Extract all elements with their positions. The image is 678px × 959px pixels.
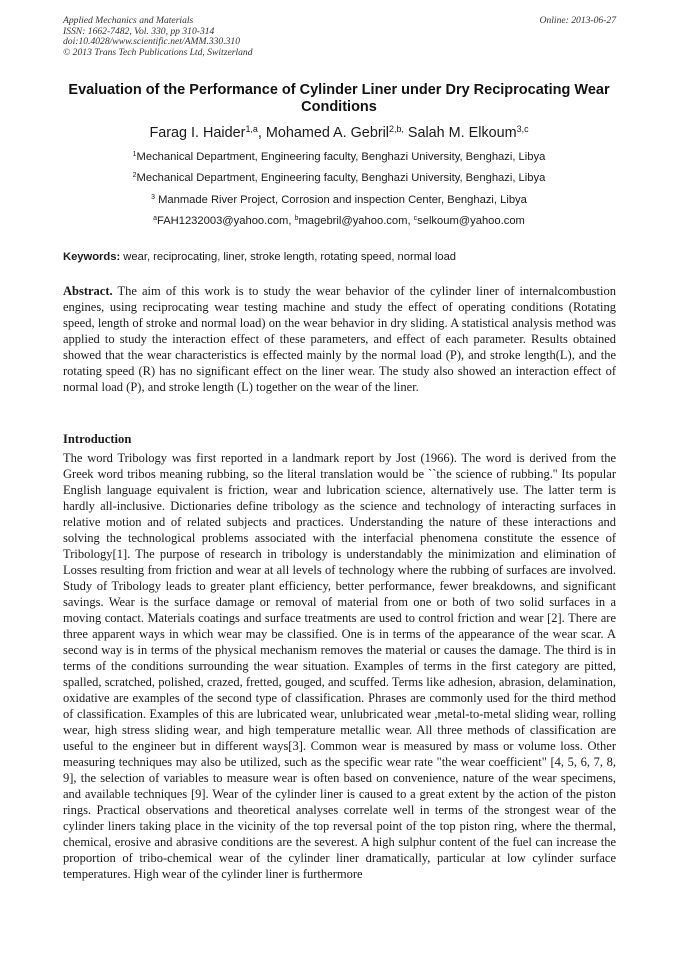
email-superscript: b: [294, 215, 299, 223]
affiliation-2: [40, 171, 638, 185]
affiliation-text: Manmade River Project, Corrosion and inspection Center, Benghazi, Libya: [154, 194, 527, 206]
affiliation-1: [40, 150, 638, 164]
affiliation-superscript: 1: [132, 151, 137, 159]
email-line: [40, 214, 638, 228]
affiliation-text: Mechanical Department, Engineering faculty, Benghazi University, Benghazi, Libya: [136, 151, 546, 163]
author-superscript: 2,b,: [389, 124, 404, 135]
email-address: FAH1232003@yahoo.com,: [156, 215, 295, 227]
abstract: [63, 283, 616, 395]
keywords-text: wear, reciprocating, liner, stroke length, rotating speed, normal load: [120, 251, 457, 263]
author-name: Farag I. Haider: [149, 125, 246, 141]
author-name: Salah M. Elkoum: [407, 125, 517, 141]
online-date: Online: 2013-06-27: [539, 15, 616, 26]
issn-line: ISSN: 1662-7482, Vol. 330, pp 310-314: [63, 25, 215, 37]
journal-name: Applied Mechanics and Materials: [63, 15, 194, 26]
abstract-text: The aim of this work is to study the wear behavior of the cylinder liner of internalcombustion engines, using reciprocating wear testing machine and study the effect of operating conditions (Rotating speed, length of stroke and normal load) on the wear behavior in dry sliding. A statistical analysis method was applied to study the interaction effect of these parameters, and effect of each parameter. Results obtained showed that the wear characteristics is effected mainly by the normal load (P), and stroke length(L), and the rotating speed (R) has no significant effect on the liner wear. The study also showed an interaction effect of normal load (P), and stroke length (L) together on the wear of the liner.: [63, 284, 616, 394]
author-list: [40, 124, 638, 142]
author-superscript: 1,a: [245, 124, 258, 135]
affiliation-3: [40, 193, 638, 207]
author-name: Mohamed A. Gebril: [265, 125, 390, 141]
section-heading-introduction: Introduction: [63, 432, 132, 446]
journal-header: [63, 16, 616, 58]
author-separator: ,: [257, 125, 266, 141]
author-superscript: 3,c: [516, 124, 529, 135]
affiliation-text: Mechanical Department, Engineering faculty, Benghazi University, Benghazi, Libya: [136, 172, 546, 184]
paper-title: Evaluation of the Performance of Cylinder Liner under Dry Reciprocating Wear Conditions: [68, 82, 610, 115]
copyright-line: © 2013 Trans Tech Publications Ltd, Switzerland: [63, 46, 253, 58]
email-superscript: c: [413, 215, 418, 223]
doi-line: doi:10.4028/www.scientific.net/AMM.330.310: [63, 36, 241, 48]
affiliation-superscript: 2: [132, 172, 137, 180]
keywords: [63, 250, 616, 264]
abstract-label: Abstract.: [63, 284, 113, 298]
email-address: magebril@yahoo.com,: [298, 215, 414, 227]
email-superscript: a: [153, 215, 157, 223]
email-address: selkoum@yahoo.com: [417, 215, 525, 227]
affiliation-superscript: 3: [151, 194, 155, 202]
keywords-label: Keywords:: [63, 251, 121, 263]
introduction-paragraph: The word Tribology was first reported in a landmark report by Jost (1966). The word is derived from the Greek word tribos meaning rubbing, so the literal translation would be ``the science of rubbing.'' Its popular English language equivalent is friction, wear and lubrication science, alternatively use. The latter term is hardly all-inclusive. Dictionaries define tribology as the science and technology of interacting surfaces in relative motion and of related subjects and practices. Understanding the nature of these interactions and solving the technological problems associated with the interfacial phenomena constitute the essence of Tribology[1]. The purpose of research in tribology is understandably the minimization and elimination of Losses resulting from friction and wear at all levels of technology where the rubbing of surfaces are involved. Study of Tribology leads to greater plant efficiency, better performance, fewer breakdowns, and significant savings. Wear is the surface damage or removal of material from one or both of two solid surfaces in a moving contact. Materials coatings and surface treatments are used to control friction and wear [2]. There are three apparent ways in which wear may be classified. One is in terms of the appearance of the wear scar. A second way is in terms of the physical mechanism removes the material or causes the damage. The third is in terms of the conditions surrounding the wear situation. Examples of terms in the first category are pitted, spalled, scratched, polished, crazed, fretted, gouged, and scuffed. Terms like adhesion, abrasion, delamination, oxidative are examples of the second type of classification. Phrases are commonly used for the third method of classification. Examples of this are lubricated wear, unlubricated wear ,metal-to-metal sliding wear, rolling wear, high stress sliding wear, and high temperature metallic wear. All three methods of classification are useful to the engineer but in different ways[3]. Common wear is measured by mass or volume loss. Other measuring techniques may also be utilized, such as the specific wear rate "the wear coefficient" [4, 5, 6, 7, 8, 9], the selection of variables to measure wear is often based on convenience, nature of the wear specimens, and available techniques [9]. Wear of the cylinder liner is caused to a great extent by the action of the piston rings. Practical observations and theoretical analyses correlate well in terms of the strongest wear of the cylinder liners taking place in the vicinity of the top reversal point of the top piston ring, where the thermal, chemical, erosive and abrasive conditions are the severest. A high sulphur content of the fuel can increase the proportion of tribo-chemical wear of the cylinder liner dramatically, particular at low cylinder surface temperatures. High wear of the cylinder liner is furthermore: [63, 451, 616, 881]
